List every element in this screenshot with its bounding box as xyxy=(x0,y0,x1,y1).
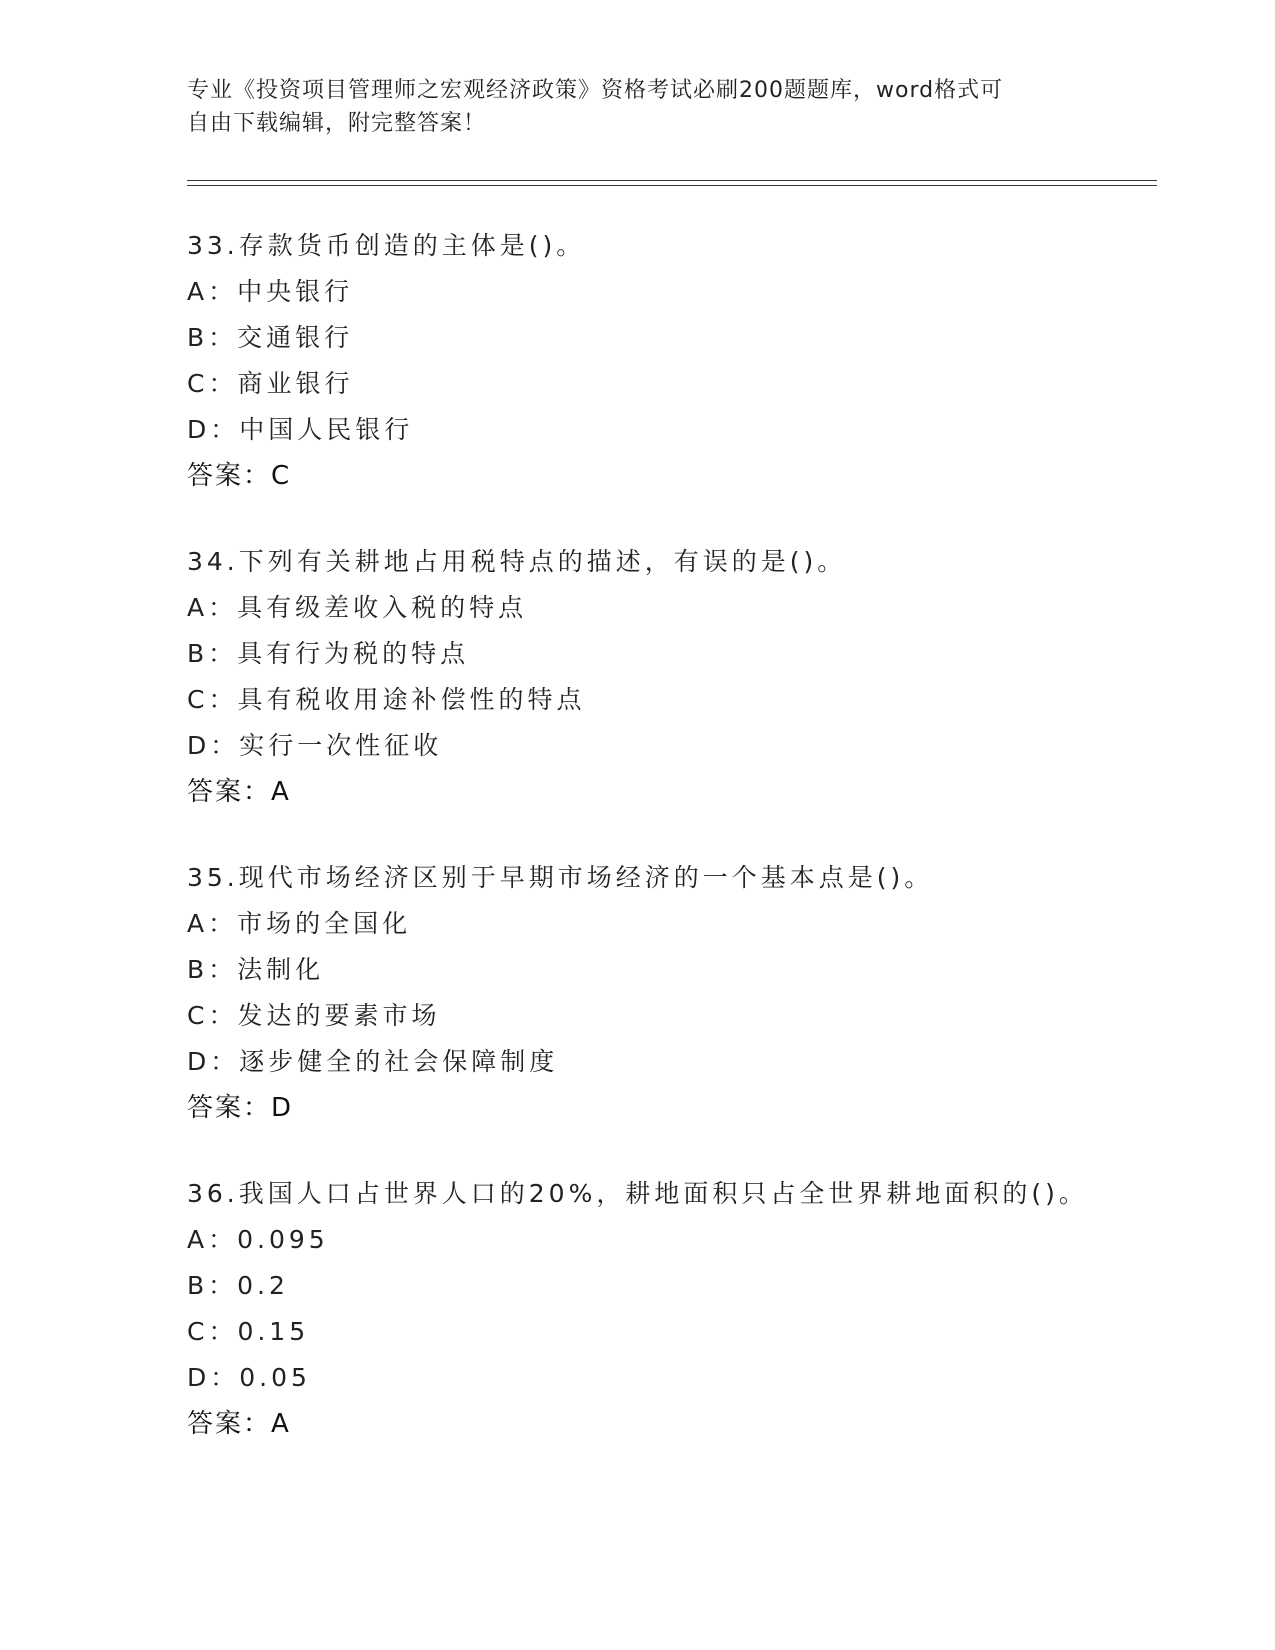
answer-label: 答案： xyxy=(187,1093,272,1123)
option-a: A：0.095 xyxy=(187,1225,329,1254)
option-b: B：法制化 xyxy=(187,955,325,984)
question-stem: 33.存款货币创造的主体是()。 xyxy=(187,231,586,260)
answer-label: 答案： xyxy=(187,777,272,807)
option-a: A：具有级差收入税的特点 xyxy=(187,593,528,622)
answer-line xyxy=(187,769,1187,815)
document-header xyxy=(187,74,1067,140)
answer-value: C xyxy=(271,461,292,491)
option-b: B：具有行为税的特点 xyxy=(187,639,470,668)
question-stem: 36.我国人口占世界人口的20%，耕地面积只占全世界耕地面积的()。 xyxy=(187,1179,1088,1208)
answer-label: 答案： xyxy=(187,1409,272,1439)
answer-line xyxy=(187,453,1187,499)
option-c: C：商业银行 xyxy=(187,369,354,398)
option-b: B：交通银行 xyxy=(187,323,354,352)
question-34 xyxy=(187,539,1187,815)
question-stem: 34.下列有关耕地占用税特点的描述，有误的是()。 xyxy=(187,547,847,576)
answer-value: A xyxy=(271,777,291,807)
option-a: A：中央银行 xyxy=(187,277,354,306)
option-c: C：0.15 xyxy=(187,1317,310,1346)
question-33 xyxy=(187,223,1187,499)
option-b: B：0.2 xyxy=(187,1271,289,1300)
answer-value: D xyxy=(271,1093,294,1123)
answer-label: 答案： xyxy=(187,461,272,491)
answer-value: A xyxy=(271,1409,291,1439)
option-d: D：逐步健全的社会保障制度 xyxy=(187,1047,559,1076)
option-d: D：中国人民银行 xyxy=(187,415,414,444)
answer-line xyxy=(187,1085,1187,1131)
question-stem: 35.现代市场经济区别于早期市场经济的一个基本点是()。 xyxy=(187,863,934,892)
header-divider-bottom xyxy=(187,185,1157,186)
question-36 xyxy=(187,1171,1187,1447)
option-d: D：0.05 xyxy=(187,1363,311,1392)
header-line-1: 专业《投资项目管理师之宏观经济政策》资格考试必刷200题题库，word格式可 xyxy=(187,78,1004,103)
option-c: C：发达的要素市场 xyxy=(187,1001,441,1030)
option-c: C：具有税收用途补偿性的特点 xyxy=(187,685,586,714)
header-line-2: 自由下载编辑，附完整答案！ xyxy=(187,111,487,136)
answer-line xyxy=(187,1401,1187,1447)
question-35 xyxy=(187,855,1187,1131)
header-divider-top xyxy=(187,180,1157,181)
option-d: D：实行一次性征收 xyxy=(187,731,443,760)
option-a: A：市场的全国化 xyxy=(187,909,412,938)
